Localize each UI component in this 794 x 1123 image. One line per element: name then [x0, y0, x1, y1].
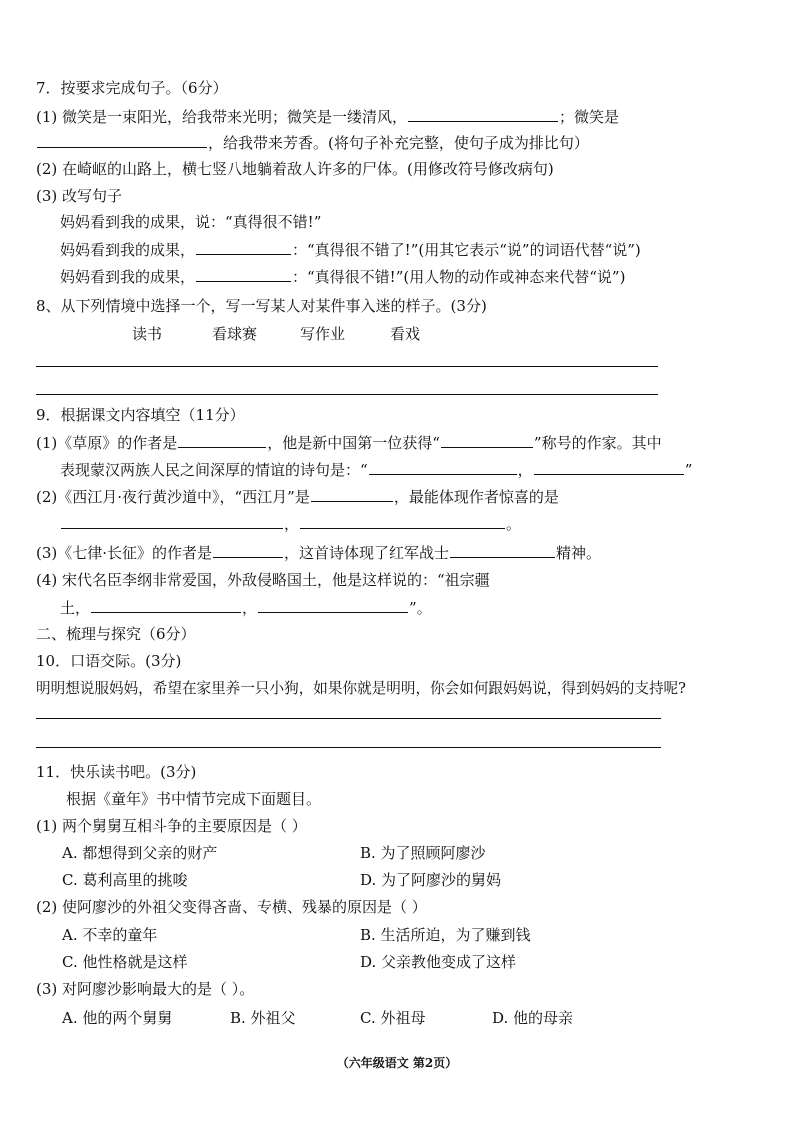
q10-prompt: 明明想说服妈妈，希望在家里养一只小狗，如果你就是明明，你会如何跟妈妈说，得到妈妈的支持呢? [36, 680, 686, 697]
q9-s4-text-d: ”。 [409, 599, 432, 617]
q7-s3-b-pre: 妈妈看到我的成果， [60, 268, 196, 286]
q9-s2-line2 [60, 513, 521, 534]
q7-s3-original: 妈妈看到我的成果，说：“真得很不错!” [60, 213, 322, 231]
q9-s2-line1 [36, 486, 559, 507]
q9-s1-text-b: ，他是新中国第一位获得“ [267, 434, 440, 452]
q9-s1-blank-poem1[interactable] [369, 459, 517, 475]
q7-s3: (3) 改写句子 [36, 187, 123, 205]
q7-s1-blank2[interactable] [37, 132, 207, 148]
q7-s1-text-c: ，给我带来芳香。(将句子补充完整，使句子成为排比句） [208, 134, 589, 152]
q9-s2-text-d: 。 [506, 515, 522, 533]
q11-sub2-option-c[interactable]: C. 他性格就是这样 [62, 953, 188, 971]
q7-s3-a-post: ：“真得很不错了!”(用其它表示“说”的词语代替“说”) [292, 241, 641, 259]
q9-title: 9．根据课文内容填空（11分） [36, 406, 245, 424]
q11-sub3-option-c[interactable]: C. 外祖母 [360, 1009, 426, 1027]
q8-options [132, 324, 420, 344]
q9-s4-text-c: ， [242, 599, 258, 617]
q8-answer-line-1[interactable] [36, 366, 658, 367]
q11-sub1-option-a[interactable]: A. 都想得到父亲的财产 [62, 844, 218, 862]
q9-s3-blank-author[interactable] [213, 542, 283, 558]
q8-option-3: 写作业 [300, 325, 346, 343]
q11-sub1-option-c[interactable]: C. 葛利高里的挑唆 [62, 871, 188, 889]
section-2-heading: 二、梳理与探究（6分） [36, 625, 196, 643]
q11-sub2-option-d[interactable]: D. 父亲教他变成了这样 [360, 953, 517, 971]
q7-s2: (2) 在崎岖的山路上，横七竖八地躺着敌人许多的尸体。(用修改符号修改病句) [36, 160, 554, 178]
q11-sub2-option-a[interactable]: A. 不幸的童年 [62, 926, 158, 944]
q10-title: 10．口语交际。(3分) [36, 652, 182, 670]
q9-s1-blank-author[interactable] [178, 432, 266, 448]
q7-s3-blank-b[interactable] [196, 266, 291, 282]
q7-s3-b-post: ：“真得很不错!”(用人物的动作或神态来代替“说”) [292, 268, 626, 286]
q11-sub3-option-b[interactable]: B. 外祖父 [230, 1009, 296, 1027]
q9-s3 [36, 542, 601, 563]
q11-sub1-stem: (1) 两个舅舅互相斗争的主要原因是（ ） [36, 817, 307, 835]
q7-s1-text-a: (1) 微笑是一束阳光，给我带来光明；微笑是一缕清风， [36, 108, 408, 126]
q8-option-4: 看戏 [390, 325, 421, 343]
page-footer: （六年级语文 第2页） [336, 1056, 458, 1070]
q11-sub3-option-d[interactable]: D. 他的母亲 [492, 1009, 574, 1027]
q9-s4-line1: (4) 宋代名臣李纲非常爱国，外敌侵略国土，他是这样说的：“祖宗疆 [36, 571, 490, 589]
q11-intro: 根据《童年》书中情节完成下面题目。 [66, 790, 322, 808]
q9-s3-text-c: 精神。 [556, 544, 602, 562]
q7-s1-blank1[interactable] [408, 106, 558, 122]
q9-s1-text-f: ” [684, 461, 693, 479]
q7-s3-a-pre: 妈妈看到我的成果， [60, 241, 196, 259]
q11-sub3-option-a[interactable]: A. 他的两个舅舅 [62, 1009, 173, 1027]
q10-answer-line-2[interactable] [36, 747, 661, 748]
q11-sub3-stem: (3) 对阿廖沙影响最大的是（ ）。 [36, 980, 255, 998]
q7-s3-line-b [60, 266, 625, 287]
q7-s3-line-a [60, 239, 641, 260]
q11-sub1-option-d[interactable]: D. 为了阿廖沙的舅妈 [360, 871, 502, 889]
q9-s4-blank1[interactable] [91, 597, 241, 613]
q9-s3-text-b: ，这首诗体现了红军战士 [284, 544, 450, 562]
q9-s1-text-a: (1)《草原》的作者是 [36, 434, 178, 452]
q9-s1-text-c: ”称号的作家。其中 [533, 434, 662, 452]
q8-option-2: 看球赛 [212, 325, 258, 343]
q9-s1-text-d: 表现蒙汉两族人民之间深厚的情谊的诗句是：“ [60, 461, 368, 479]
q8-title: 8、从下列情境中选择一个，写一写某人对某件事入迷的样子。(3分) [36, 297, 487, 315]
q8-answer-line-2[interactable] [36, 394, 658, 395]
q7-title: 7．按要求完成句子。（6分） [36, 79, 228, 97]
q11-sub2-option-b[interactable]: B. 生活所迫，为了赚到钱 [360, 926, 531, 944]
q9-s2-blank-line2[interactable] [300, 513, 505, 529]
q11-sub2-stem: (2) 使阿廖沙的外祖父变得吝啬、专横、残暴的原因是（ ） [36, 898, 427, 916]
q9-s3-blank-spirit[interactable] [450, 542, 555, 558]
q8-option-1: 读书 [132, 325, 163, 343]
q9-s2-blank-cipai[interactable] [311, 486, 393, 502]
q9-s1-text-e: ， [517, 461, 533, 479]
q9-s4-blank2[interactable] [258, 597, 408, 613]
q9-s1-line1 [36, 432, 662, 453]
q9-s3-text-a: (3)《七律·长征》的作者是 [36, 544, 213, 562]
q11-title: 11．快乐读书吧。(3分) [36, 763, 197, 781]
q9-s1-blank-poem2[interactable] [534, 459, 684, 475]
q9-s4-line2 [60, 597, 432, 618]
q10-answer-line-1[interactable] [36, 718, 661, 719]
q7-s1-line2 [36, 132, 589, 153]
q9-s2-blank-line1[interactable] [61, 513, 283, 529]
q9-s4-text-b: 土， [60, 599, 91, 617]
q7-s1-text-b: ；微笑是 [559, 108, 620, 126]
q9-s2-text-a: (2)《西江月·夜行黄沙道中》，“西江月”是 [36, 488, 310, 506]
q11-sub1-option-b[interactable]: B. 为了照顾阿廖沙 [360, 844, 486, 862]
q9-s1-blank-title[interactable] [441, 432, 533, 448]
q7-s1-line1 [36, 106, 619, 127]
q9-s1-line2 [60, 459, 692, 480]
q9-s2-text-c: ， [284, 515, 300, 533]
q7-s3-blank-a[interactable] [196, 239, 291, 255]
q9-s2-text-b: ，最能体现作者惊喜的是 [393, 488, 559, 506]
